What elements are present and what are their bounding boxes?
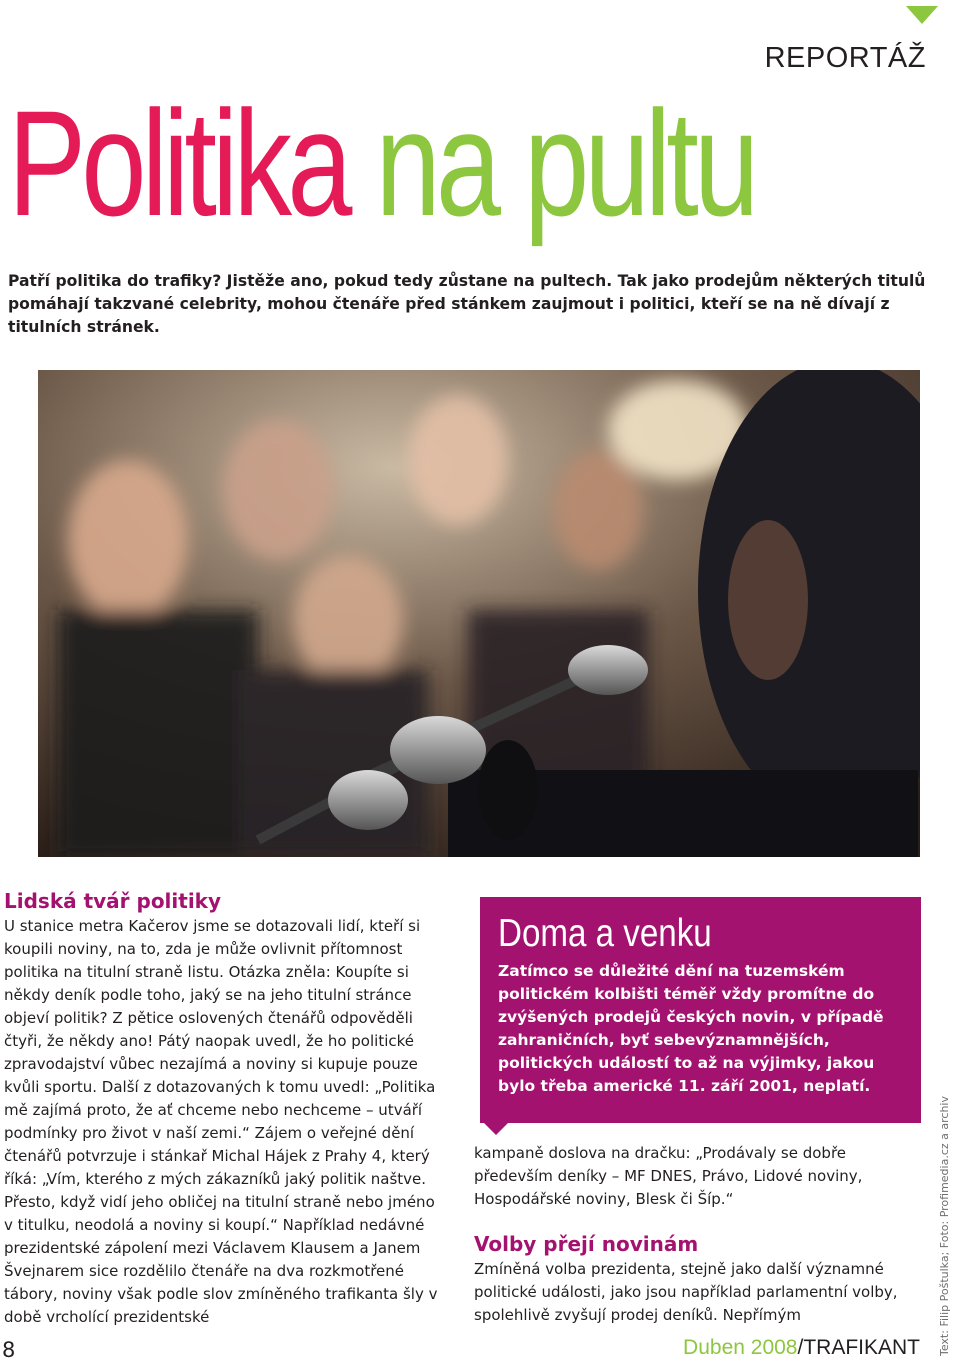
sidebar-box-text: Zatímco se důležité dění na tuzemském politickém kolbišti téměř vždy promítne do zvýšených prodejů českých novin, v případě zahraničních, byť sebevýznamnějších, politických událostí to až na výjimky, jakou bylo třeba americké 11. září 2001, neplatí.: [498, 962, 884, 1095]
lead-paragraph: Patří politika do trafiky? Jistěže ano, pokud tedy zůstane na pultech. Tak jako prodejům některých titulů pomáhají takzvané celebrity, mohou čtenáře před stánkem zaujmout i politici, kteří se na ně dívají z titulních stránek.: [8, 272, 926, 336]
right-column: [474, 1142, 924, 1327]
left-column-body: U stanice metra Kačerov jsme se dotazovali lidí, kteří si koupili noviny, na to, zda je může ovlivnit přítomnost politika na titulní straně listu. Otázka zněla: Koupíte si někdy deník podle toho, jaký se na jeho titulní stránce objeví politik? Z pětice oslovených čtenářů odpověděli čtyři, že někdy ano! Pátý naopak uvedl, že ho politické zpravodajství vůbec nezajímá a noviny si kupuje pouze kvůli sportu. Další z dotazovaných k tomu uvedl: „Politika mě zajímá proto, že ať chceme nebo nechceme – utváří podmínky pro život v naší zemi.“ Zájem o veřejné dění čtenářů potvrzuje i stánkař Michal Hájek z Prahy 4, který říká: „Vím, kterého z mých zákazníků jaký politik naštve. Přesto, když vidí jeho obličej na titulní straně nebo jméno v titulku, neodolá a noviny si koupí.“ Například nedávné prezidentské zápolení mezi Václavem Klausem a Janem Švejnarem sice rozdělilo čtenáře na dva rozkmotřené tábory, noviny však podle slov zmíněného trafikanta šly v době vrcholící prezidentské: [4, 917, 438, 1326]
photo-illustration: [38, 370, 920, 857]
section-heading-lidska-tvar: Lidská tvář politiky: [4, 889, 222, 913]
sidebar-box-title: Doma a venku: [498, 912, 712, 955]
title-word-politika: Politika: [8, 79, 348, 247]
footer-separator: /: [797, 1336, 804, 1359]
title-word-na-pultu: na pultu: [375, 79, 755, 247]
section-heading-volby: Volby přejí novinám: [474, 1232, 699, 1256]
page-title: [8, 79, 755, 247]
footer-issue: [683, 1336, 920, 1360]
sidebar-box-notch: [484, 1123, 508, 1135]
section-label: REPORTÁŽ: [764, 42, 926, 74]
footer-magazine: TRAFIKANT: [803, 1336, 920, 1359]
photo-credit: Text: Filip Poštulka; Foto: Profimedia.cz a archiv: [938, 1096, 951, 1356]
right-column-body: Zmíněná volba prezidenta, stejně jako další významné politické události, jako jsou například parlamentní volby, spolehlivě zvyšují prodej deníků. Nepřímým: [474, 1260, 898, 1324]
section-marker-triangle-icon: [906, 6, 938, 24]
right-column-continuation: kampaně doslova na dračku: „Prodávaly se dobře především deníky – MF DNES, Právo, Lidové noviny, Hospodářské noviny, Blesk či Šíp.“: [474, 1144, 863, 1208]
left-column: [4, 890, 446, 1329]
footer-date: Duben 2008: [683, 1336, 798, 1359]
article-photo: [38, 370, 920, 857]
page-number: 8: [2, 1338, 16, 1362]
